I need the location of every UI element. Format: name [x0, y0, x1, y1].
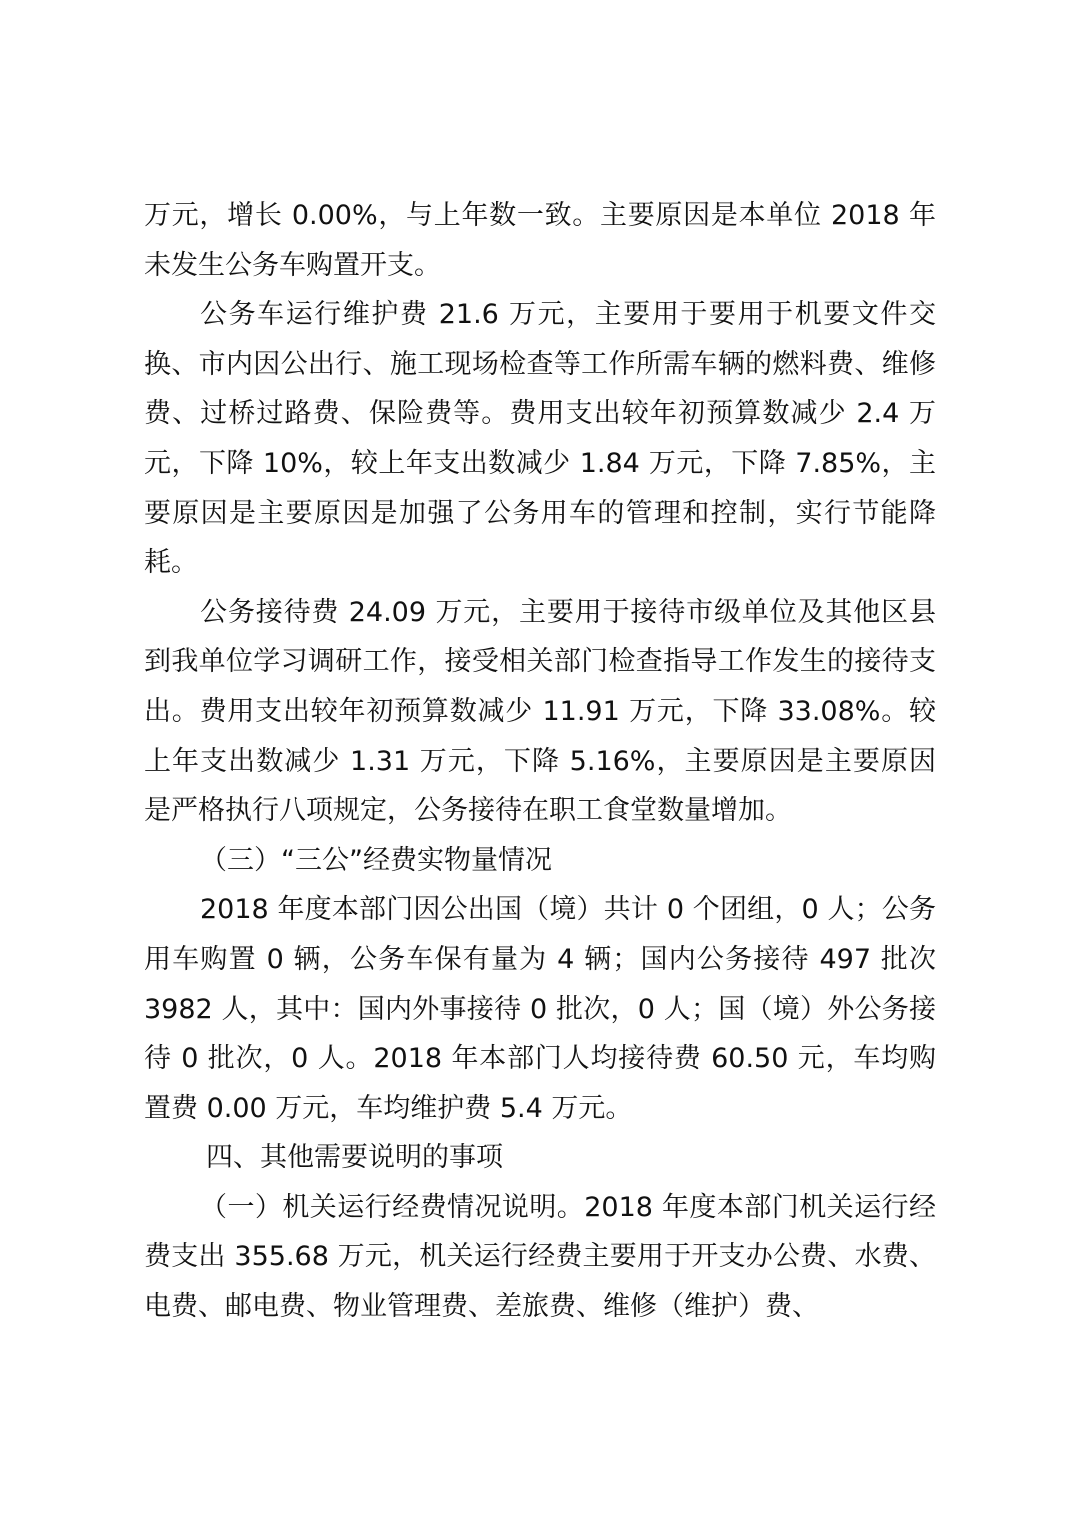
document-body	[144, 191, 936, 1332]
paragraph-vehicle-purchase-cont: 万元，增长 0.00%，与上年数一致。主要原因是本单位 2018 年未发生公务车购置开支。	[144, 200, 936, 281]
section-heading-other-matters: 四、其他需要说明的事项	[206, 1142, 503, 1174]
paragraph-vehicle-maintenance: 公务车运行维护费 21.6 万元，主要用于要用于机要文件交换、市内因公出行、施工现场检查等工作所需车辆的燃料费、维修费、过桥过路费、保险费等。费用支出较年初预算数减少 2.4 万元，下降 10%，较上年支出数减少 1.84 万元，下降 7.85%，主要原因是主要原因是加强了公务用车的管理和控制，实行节能降耗。	[144, 299, 936, 579]
paragraph-reception-expense: 公务接待费 24.09 万元，主要用于接待市级单位及其他区县到我单位学习调研工作，接受相关部门检查指导工作发生的接待支出。费用支出较年初预算数减少 11.91 万元，下降 33.08%。较上年支出数减少 1.31 万元，下降 5.16%，主要原因是主要原因是严格执行八项规定，公务接待在职工食堂数量增加。	[144, 596, 936, 827]
paragraph-operating-expense: （一）机关运行经费情况说明。2018 年度本部门机关运行经费支出 355.68 万元，机关运行经费主要用于开支办公费、水费、电费、邮电费、物业管理费、差旅费、维修（维护）费、	[144, 1191, 936, 1323]
paragraph-physical-quantity: 2018 年度本部门因公出国（境）共计 0 个团组，0 人；公务用车购置 0 辆，公务车保有量为 4 辆；国内公务接待 497 批次 3982 人，其中：国内外事接待 0 批次，0 人；国（境）外公务接待 0 批次，0 人。2018 年本部门人均接待费 60.50 元，车均购置费 0.00 万元，车均维护费 5.4 万元。	[144, 894, 936, 1124]
section-heading-physical-quantity: （三）“三公”经费实物量情况	[200, 844, 552, 876]
